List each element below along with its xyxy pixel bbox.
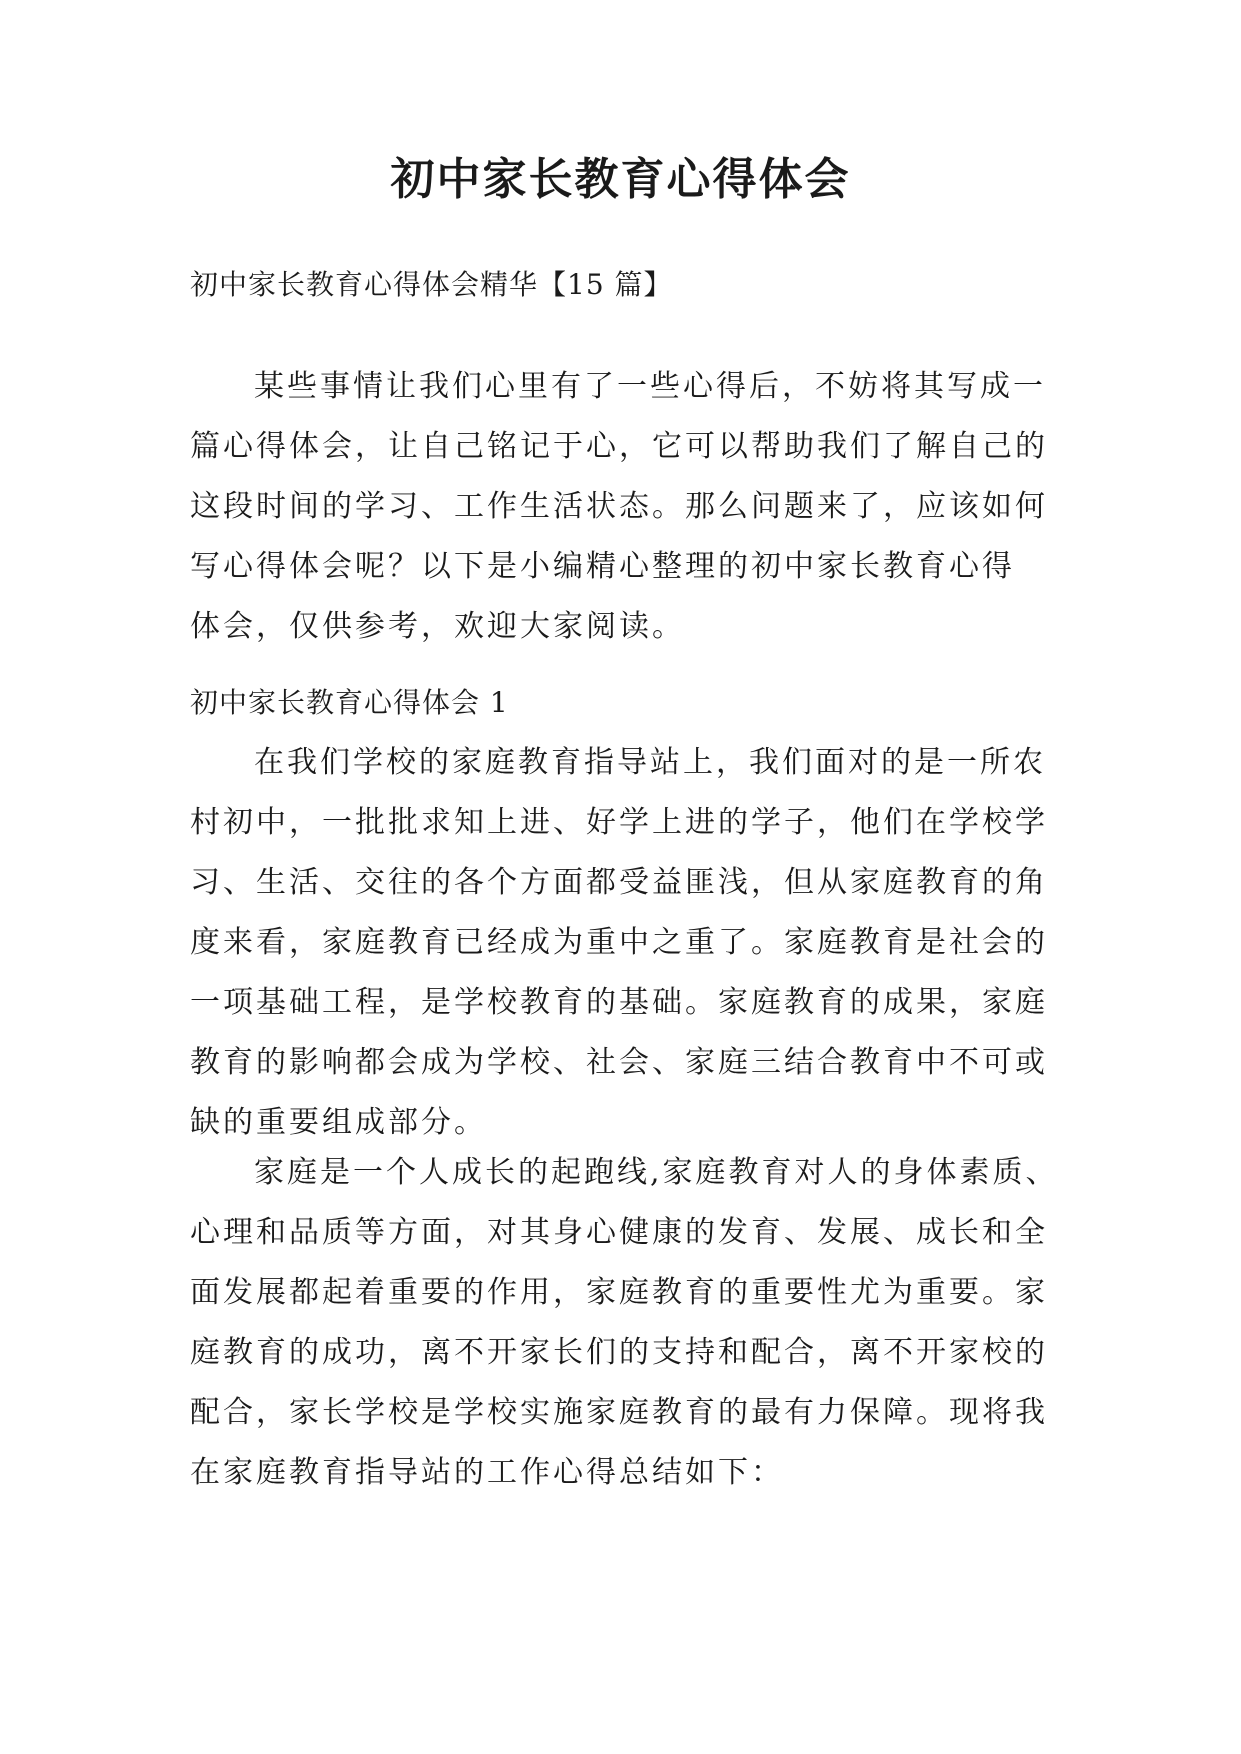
paragraph-line: 家庭是一个人成长的起跑线,家庭教育对人的身体素质、 bbox=[254, 1155, 1059, 1190]
document-subtitle: 初中家长教育心得体会精华【15 篇】 bbox=[190, 268, 673, 301]
paragraph-line: 度来看，家庭教育已经成为重中之重了。家庭教育是社会的 bbox=[190, 925, 1048, 960]
paragraph-line: 一项基础工程，是学校教育的基础。家庭教育的成果，家庭 bbox=[190, 985, 1048, 1020]
paragraph-line: 心理和品质等方面，对其身心健康的发育、发展、成长和全 bbox=[190, 1215, 1048, 1250]
body-paragraph-2 bbox=[190, 1143, 1059, 1503]
intro-line: 体会，仅供参考，欢迎大家阅读。 bbox=[190, 609, 685, 644]
paragraph-line: 村初中，一批批求知上进、好学上进的学子，他们在学校学 bbox=[190, 805, 1048, 840]
paragraph-line: 教育的影响都会成为学校、社会、家庭三结合教育中不可或 bbox=[190, 1045, 1048, 1080]
paragraph-line: 习、生活、交往的各个方面都受益匪浅，但从家庭教育的角 bbox=[190, 865, 1048, 900]
paragraph-line: 在家庭教育指导站的工作心得总结如下： bbox=[190, 1455, 784, 1490]
paragraph-line: 庭教育的成功，离不开家长们的支持和配合，离不开家校的 bbox=[190, 1335, 1048, 1370]
intro-paragraph bbox=[190, 357, 1050, 657]
paragraph-line: 在我们学校的家庭教育指导站上，我们面对的是一所农 bbox=[254, 745, 1046, 780]
document-title: 初中家长教育心得体会 bbox=[390, 154, 851, 205]
intro-line: 篇心得体会，让自己铭记于心，它可以帮助我们了解自己的 bbox=[190, 429, 1048, 464]
paragraph-line: 缺的重要组成部分。 bbox=[190, 1105, 487, 1140]
intro-line: 写心得体会呢？以下是小编精心整理的初中家长教育心得 bbox=[190, 549, 1015, 584]
body-paragraph-1 bbox=[190, 733, 1050, 1153]
intro-line: 某些事情让我们心里有了一些心得后，不妨将其写成一 bbox=[254, 369, 1046, 404]
paragraph-line: 配合，家长学校是学校实施家庭教育的最有力保障。现将我 bbox=[190, 1395, 1048, 1430]
intro-line: 这段时间的学习、工作生活状态。那么问题来了，应该如何 bbox=[190, 489, 1048, 524]
paragraph-line: 面发展都起着重要的作用，家庭教育的重要性尤为重要。家 bbox=[190, 1275, 1048, 1310]
section-heading: 初中家长教育心得体会 1 bbox=[190, 686, 509, 719]
